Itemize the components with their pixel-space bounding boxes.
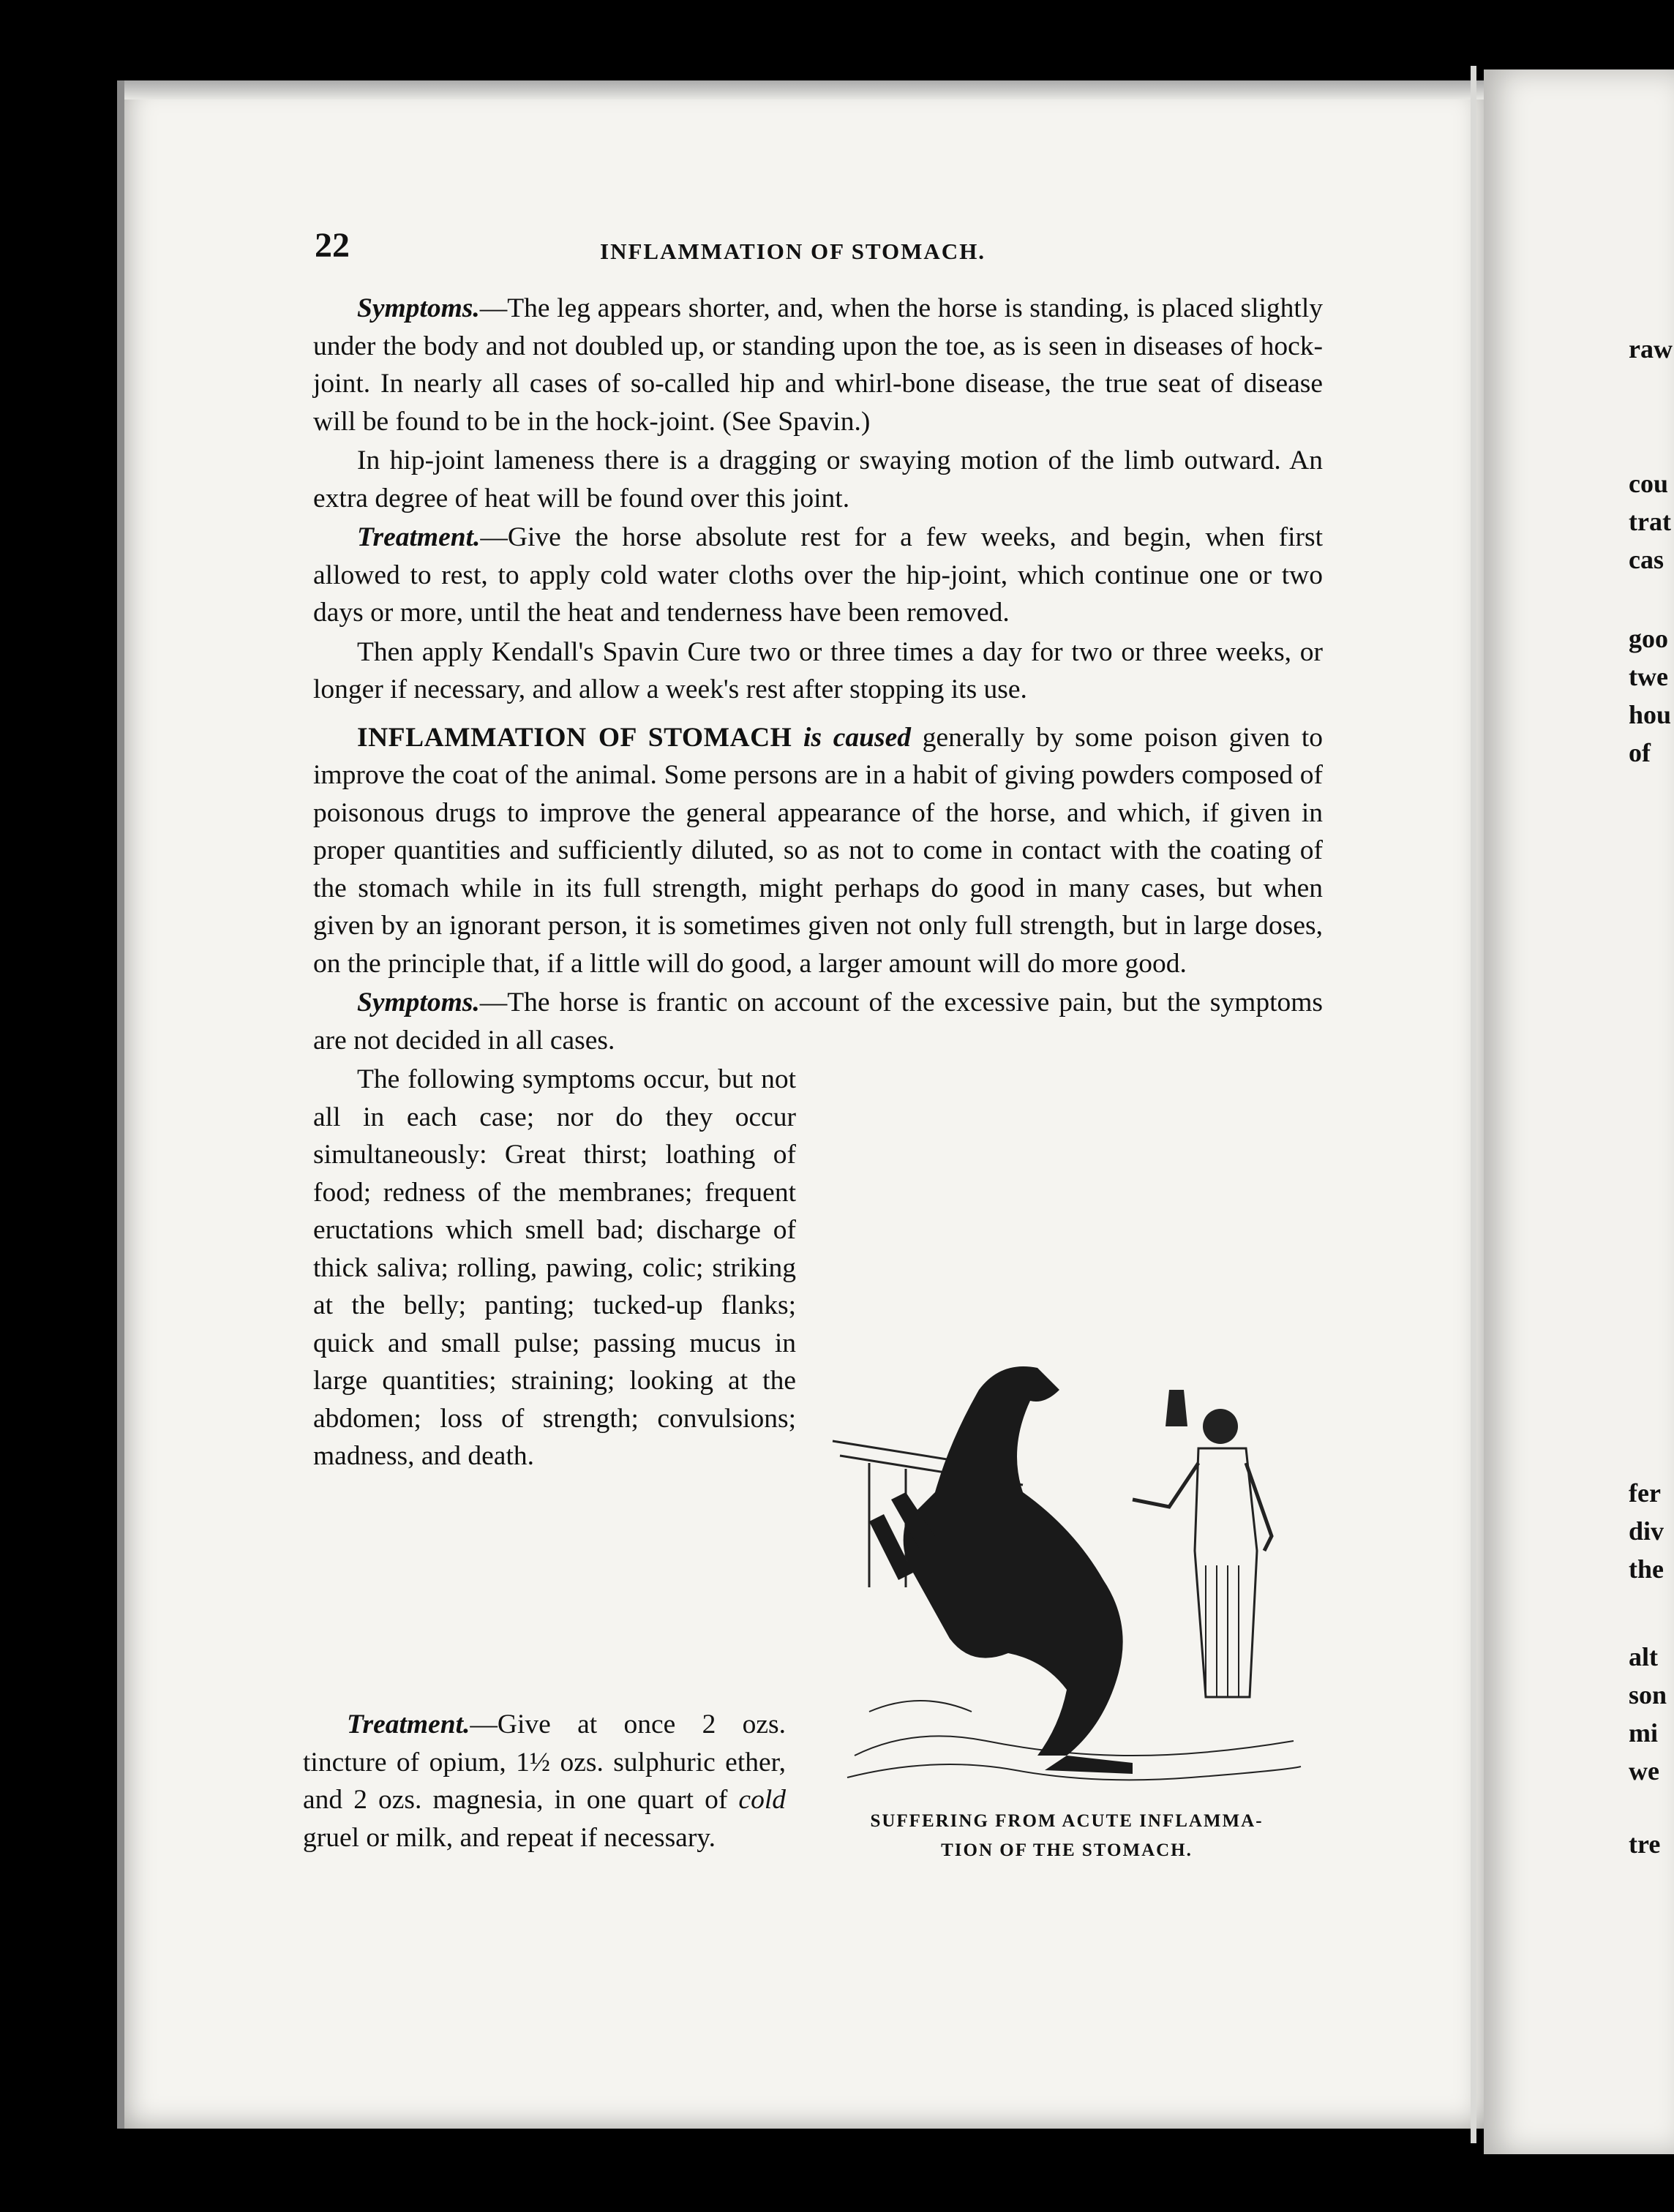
caption-line: SUFFERING FROM ACUTE INFLAMMA-: [870, 1811, 1264, 1831]
right-page-fragment: tre: [1629, 1829, 1661, 1859]
paragraph: [313, 519, 1323, 632]
right-page-fragment: of: [1629, 738, 1651, 767]
page-header: [315, 225, 1324, 269]
paragraph-text: —The horse is frantic on account of the excessive pain, but the symptoms are not decided in all cases.: [313, 988, 1323, 1056]
right-page-fragment: twe: [1629, 662, 1668, 691]
treatment-paragraph: [303, 1706, 786, 1856]
paragraph-italic: is caused: [803, 722, 912, 753]
paragraph-lead: Treatment.: [347, 1709, 470, 1739]
paragraph: [313, 290, 1323, 440]
paragraph-text: generally by some poison given to improve the coat of the animal. Some persons are in a habit of giving powders composed of poisonous drugs to improve the general appearance of the horse, and which, if given in proper quantities and sufficiently diluted, so as not to come in contact with the coating of the stomach while in its full strength, might perhaps do good in many cases, but when given by an ignorant person, it is sometimes given not only full strength, but in large doses, on the principle that, if a little will do good, a larger amount will do more good.: [313, 722, 1323, 979]
figure-caption: [811, 1807, 1323, 1865]
paragraph: [313, 984, 1323, 1059]
paragraph: [313, 633, 1323, 709]
right-page-fragment: son: [1629, 1680, 1667, 1709]
horse-illustration: [825, 1346, 1308, 1799]
book-gutter: [1471, 66, 1476, 2143]
paragraph-text: In hip-joint lameness there is a dragging or swaying motion of the limb outward. An extra degree of heat will be found over this joint.: [313, 445, 1323, 514]
right-page-fragment: trat: [1629, 507, 1671, 536]
paragraph-text: —Give at once 2 ozs. tincture of opium, 1½ ozs. sulphuric ether, and 2 ozs. magnesia, in one quart of: [303, 1709, 786, 1815]
right-page-fragment: mi: [1629, 1718, 1658, 1748]
right-page-fragment: fer: [1629, 1478, 1661, 1508]
paragraph-text: gruel or milk, and repeat if necessary.: [303, 1822, 716, 1853]
right-page-fragment: we: [1629, 1756, 1659, 1786]
paragraph-lead: Symptoms.: [357, 988, 480, 1017]
right-page-fragment: alt: [1629, 1642, 1658, 1671]
paragraph-lead: Treatment.: [357, 522, 481, 552]
right-page-fragment: cas: [1629, 545, 1664, 574]
right-page-fragment: hou: [1629, 700, 1672, 729]
paragraph-lead: Symptoms.: [357, 293, 480, 323]
paragraph-text: The following symptoms occur, but not all in each case; nor do they occur simultaneously: Great thirst; loathing of food; redness of the membranes; frequent eructations which smell bad; discharge of thick saliva; rolling, pawing, colic; striking at the belly; panting; tucked-up flanks; quick and small pulse; passing mucus in large quantities; straining; looking at the abdomen; loss of strength; convulsions; madness, and death.: [313, 1064, 796, 1471]
paragraph-text: Then apply Kendall's Spavin Cure two or three times a day for two or three weeks, or longer if necessary, and allow a week's rest after stopping its use.: [313, 636, 1323, 704]
right-page-fragment: goo: [1629, 624, 1668, 653]
paragraph-text: —The leg appears shorter, and, when the horse is standing, is placed slightly under the body and not doubled up, or standing upon the toe, as is seen in diseases of hock-joint. In nearly all cases of so-called hip and whirl-bone disease, the true seat of disease will be found to be in the hock-joint. (See Spavin.): [313, 293, 1323, 437]
figure: [811, 1324, 1323, 1902]
right-page-fragment: raw: [1629, 334, 1673, 364]
right-page-fragment: div: [1629, 1516, 1664, 1546]
caption-line: TION OF THE STOMACH.: [941, 1840, 1193, 1860]
paragraph: [313, 719, 1323, 983]
right-page-fragment: the: [1629, 1554, 1664, 1584]
running-head: INFLAMMATION OF STOMACH.: [600, 238, 986, 264]
paragraph-text: —Give the horse absolute rest for a few weeks, and begin, when first allowed to rest, to apply cold water cloths over the hip-joint, which continue one or two days or more, until the heat and tenderness have been removed.: [313, 522, 1323, 628]
page-number: 22: [315, 226, 350, 265]
paragraph: [313, 442, 1323, 517]
paragraph-italic: cold: [738, 1785, 786, 1815]
section-heading: INFLAMMATION OF STOMACH: [357, 722, 792, 753]
right-page-fragment: cou: [1629, 469, 1668, 498]
